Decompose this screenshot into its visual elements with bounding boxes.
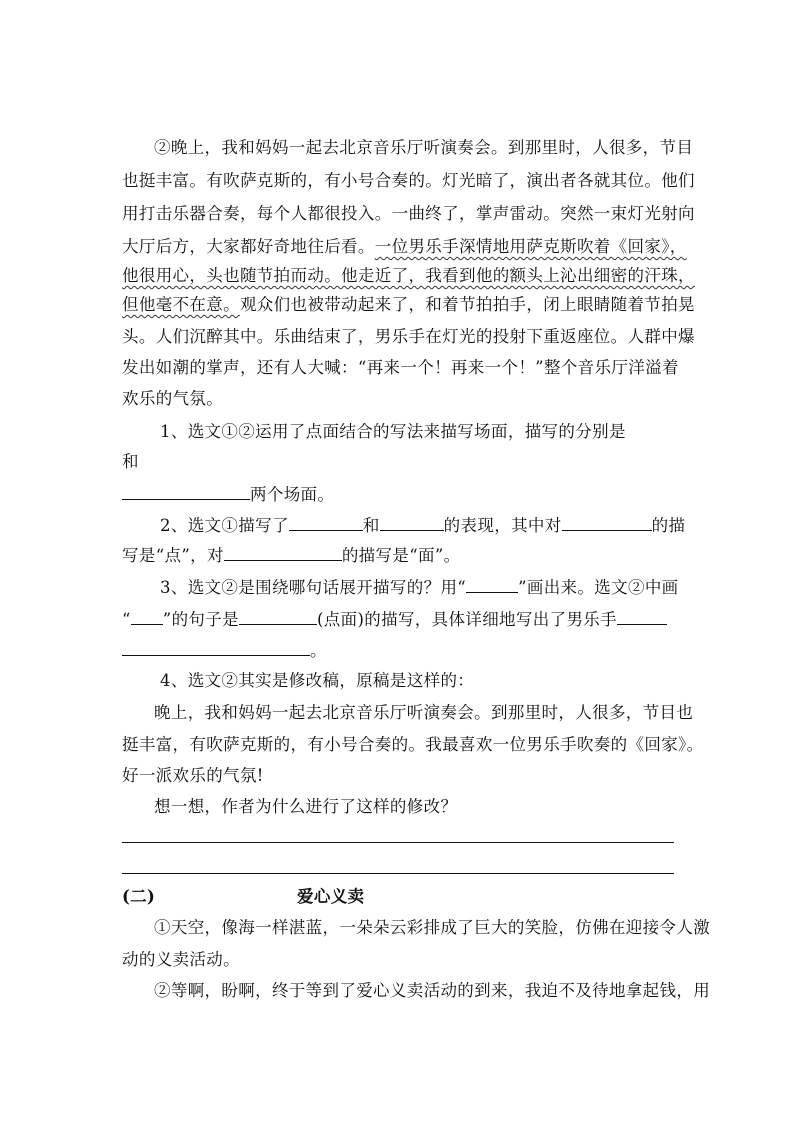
passage-line: 动的义卖活动。 bbox=[122, 950, 240, 969]
question-1-blank-line bbox=[122, 484, 334, 505]
answer-blank[interactable] bbox=[466, 577, 518, 593]
answer-blank[interactable] bbox=[380, 515, 444, 531]
passage-line: ①天空，像海一样湛蓝，一朵朵云彩排成了巨大的笑脸，仿佛在迎接令人激 bbox=[154, 918, 711, 937]
answer-blank[interactable] bbox=[617, 609, 667, 625]
original-draft-line: 好一派欢乐的气氛! bbox=[122, 766, 264, 785]
passage-line: ②晚上，我和妈妈一起去北京音乐厅听演奏会。到那里时，人很多，节目 bbox=[154, 138, 694, 157]
passage-line: ②等啊，盼啊，终于等到了爱心义卖活动的到来，我迫不及待地拿起钱，用 bbox=[154, 981, 711, 1000]
question-text: 的表现，其中对 bbox=[443, 516, 562, 535]
passage-line: 发出如潮的掌声，还有人大喊：“再来一个！再来一个！”整个音乐厅洋溢着 bbox=[122, 358, 679, 377]
question-text: 2、选文①描写了 bbox=[160, 516, 289, 535]
question-2 bbox=[160, 515, 685, 536]
question-text: 写是“点”，对 bbox=[122, 546, 224, 565]
question-1: 1、选文①②运用了点面结合的写法来描写场面，描写的分别是 bbox=[160, 422, 626, 441]
question-text: 的描 bbox=[651, 516, 686, 535]
passage-line: 头。人们沉醉其中。乐曲结束了，男乐手在灯光的投射下重返座位。人群中爆 bbox=[122, 327, 695, 346]
question-text: (点面)的描写，具体详细地写出了男乐手 bbox=[316, 610, 618, 629]
wavy-underlined-sentence: 他很用心，头也随节拍而动。他走近了，我看到他的额头上沁出细密的汗珠， bbox=[122, 266, 695, 285]
passage-text: 大厅后方，大家都好奇地往后看。 bbox=[122, 237, 375, 256]
question-text: 的描写是“面”。 bbox=[341, 546, 461, 565]
question-4: 4、选文②其实是修改稿，原稿是这样的： bbox=[160, 671, 475, 690]
original-draft-line: 挺丰富，有吹萨克斯的，有小号合奏的。我最喜欢一位男乐手吹奏的《回家》。 bbox=[122, 735, 704, 754]
answer-blank[interactable] bbox=[289, 515, 363, 531]
question-text: “ bbox=[122, 610, 131, 629]
question-text: 3、选文②是围绕哪句话展开描写的？用“ bbox=[160, 578, 467, 597]
passage-line: 也挺丰富。有吹萨克斯的，有小号合奏的。灯光暗了，演出者各就其位。他们 bbox=[122, 171, 695, 190]
question-text: 两个场面。 bbox=[250, 485, 335, 504]
answer-blank[interactable] bbox=[122, 484, 250, 500]
wavy-underlined-sentence: 一位男乐手深情地用萨克斯吹着《回家》， bbox=[374, 237, 687, 256]
passage-line bbox=[122, 237, 687, 257]
passage-line: 用打击乐器合奏，每个人都很投入。一曲终了，掌声雷动。突然一束灯光射向 bbox=[122, 204, 695, 223]
passage-line: 欢乐的气氛。 bbox=[122, 389, 224, 408]
question-3 bbox=[160, 577, 679, 598]
section-title: 爱心义卖 bbox=[297, 887, 365, 906]
question-text: ”的句子是 bbox=[162, 610, 239, 629]
answer-line[interactable] bbox=[122, 842, 674, 843]
question-3-cont bbox=[122, 609, 667, 630]
original-draft-line: 晚上，我和妈妈一起去北京音乐厅听演奏会。到那里时，人很多，节目也 bbox=[154, 703, 694, 722]
answer-line[interactable] bbox=[122, 873, 674, 874]
question-text: 。 bbox=[310, 641, 327, 660]
passage-line bbox=[122, 266, 695, 286]
question-1-cont: 和 bbox=[122, 452, 139, 471]
question-text: ”画出来。选文②中画 bbox=[518, 578, 679, 597]
question-3-blank-line bbox=[122, 640, 327, 661]
answer-blank[interactable] bbox=[239, 609, 317, 625]
question-text: 和 bbox=[362, 516, 380, 535]
wavy-underlined-sentence: 但他毫不在意。 bbox=[122, 295, 240, 314]
answer-blank[interactable] bbox=[131, 609, 163, 625]
passage-line bbox=[122, 295, 695, 315]
answer-blank[interactable] bbox=[562, 515, 652, 531]
question-4-prompt: 想一想，作者为什么进行了这样的修改？ bbox=[154, 797, 458, 816]
section-number: (二) bbox=[122, 887, 156, 906]
passage-text: 观众们也被带动起来了，和着节拍拍手，闭上眼睛随着节拍晃 bbox=[239, 295, 695, 314]
answer-blank[interactable] bbox=[122, 640, 310, 656]
question-2-cont bbox=[122, 545, 461, 566]
answer-blank[interactable] bbox=[224, 545, 342, 561]
